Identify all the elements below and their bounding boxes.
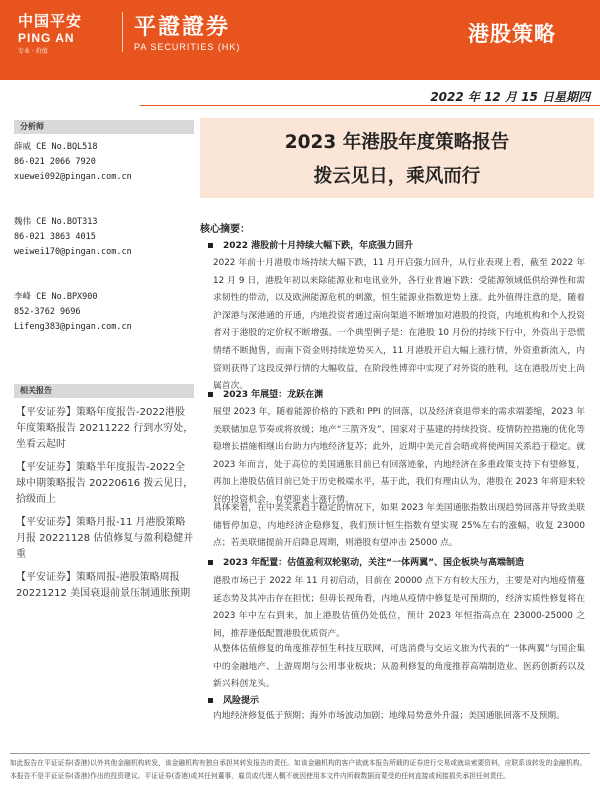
report-title: 2023 年港股年度策略报告 xyxy=(284,132,510,153)
logo-divider xyxy=(122,12,123,52)
section-heading-text: 风险提示 xyxy=(223,696,260,706)
analyst-phone: 86-021 2066 7920 xyxy=(14,157,96,167)
section-heading-text: 2022 港股前十月持续大幅下跌，年底强力回升 xyxy=(223,241,414,251)
report-header xyxy=(0,0,600,80)
section-paragraph: 内地经济修复低于预期；海外市场波动加剧；地缘局势意外升温；美国通胀回落不及预期。 xyxy=(213,711,565,721)
abstract-heading: 核心摘要： xyxy=(200,224,250,235)
analyst-name-ce: 魏伟 CE No.BOT313 xyxy=(14,217,98,227)
report-subtitle: 拨云见日，乘风而行 xyxy=(313,166,481,187)
section-heading xyxy=(208,693,259,706)
title-block xyxy=(200,118,594,198)
section-paragraph: 具体来看，在中美关系趋于稳定的情况下，如果 2023 年美国通胀指数出现趋势回落并导致美联储暂停加息，内地经济企稳修复，我们预计恒生指数有望实现 25%左右的涨幅，收复 23000 点；若美联储提前开启降息周期，则港股有望冲击 25000 点。 xyxy=(213,503,585,549)
pa-securities-logo xyxy=(134,10,240,52)
analyst-card xyxy=(14,215,194,260)
report-date: 2022 年 12 月 15 日星期四 xyxy=(140,88,600,106)
logo1-tagline: 专业 · 价值 xyxy=(18,48,48,55)
main-content xyxy=(200,118,594,198)
analyst-name-ce: 薛威 CE No.BQL518 xyxy=(14,142,98,152)
related-report-link[interactable]: 【平安证券】策略周报-港股策略周报 20221212 美国衰退前景压制通胀预期 xyxy=(16,572,191,599)
related-report-link[interactable]: 【平安证券】策略月报-11 月港股策略月报 20221128 估值修复与盈利稳健并重 xyxy=(16,517,194,560)
ping-an-logo xyxy=(18,10,113,55)
analyst-card xyxy=(14,140,194,185)
analyst-email[interactable]: weiwei170@pingan.com.cn xyxy=(14,247,132,257)
logo2-en-text: PA SECURITIES (HK) xyxy=(134,42,241,52)
logo1-cn-text: 中国平安 xyxy=(18,12,83,30)
analyst-name-ce: 李峰 CE No.BPX900 xyxy=(14,292,98,302)
analyst-email[interactable]: Lifeng383@pingan.com.cn xyxy=(14,322,132,332)
related-report-link[interactable]: 【平安证券】策略半年度报告-2022全球中期策略报告 20220616 拨云见日，拾级而上 xyxy=(16,462,194,505)
report-category: 港股策略 xyxy=(468,22,556,46)
section-heading-text: 2023 年展望：龙跃在渊 xyxy=(223,390,324,400)
bullet-square-icon xyxy=(208,392,213,397)
analyst-card xyxy=(14,290,194,335)
analyst-email[interactable]: xuewei092@pingan.com.cn xyxy=(14,172,132,182)
related-report-link[interactable]: 【平安证券】策略年度报告-2022港股年度策略报告 20211222 行到水穷处，坐看云起时 xyxy=(16,407,194,450)
section-paragraph: 从整体估值修复的角度推荐恒生科技互联网，可选消费与交运文旅为代表的“一体两翼”与国企集中的金融地产、上游周期与公用事业板块；从盈利修复的角度推荐高端制造业、医药创新药以及新兴科创龙头。 xyxy=(213,644,585,690)
section-paragraph: 展望 2023 年，随着能源价格的下跌和 PPI 的回落，以及经济衰退带来的需求端萎缩，2023 年美联储加息节奏或将放缓；地产“三箭齐发”、国家对于基建的持续投资、疫情防控措施的优化等稳增长措施相继出台助力内地经济复苏；此外，近期中美元首会晤或将使两国关系趋于稳定。就 2023 年而言，处于高位的美国通胀目前已有回落迹象，内地经济在多重政策支持下有望修复，再加上港股估值目前已处于历史极端水平，基于此，我们有理由认为，港股在 2023 年将迎来较好的投资机会，有望迎来上涨行情。 xyxy=(213,407,585,505)
left-sidebar xyxy=(14,120,194,740)
section-heading xyxy=(208,387,323,400)
section-paragraph: 2022 年前十月港股市场持续大幅下跌，11 月开启强力回升，从行业表现上看，截至 2022 年 12 月 9 日，港股年初以来除能源业和电讯业外，各行业普遍下跌：受能源领域低供给弹性和需求韧性的带动，以及欧洲能源危机的刺激，恒生能源业指数逆势上涨。此外值得注意的是，随着沪深港与深港通的开通，内地投资者通过南向渠道不断增加对港股的投资，内地机构和个人投资者对于港股的定价权不断增强。一个典型例子是：在港股 10 月份的持续下行中，外资出于恐慌情绪不断抛售，而南下资金则持续逆势买入，11 月港股开启大幅上涨行情，外资重新流入，内资则获得了这段反弹行情的大幅收益，在阶段性博弈中实现了对外资的胜利，这在港股历史上尚属首次。 xyxy=(213,258,585,392)
disclaimer-footer: 如此报告在平证证券(香港)以外其他金融机构转发，该金融机构有独自承担其转发报告的责任。如该金融机构的客户欲就本报告所载的证券进行交易或就谈索要资料，应联系该转发的金融机构。本报告不是平证证券(香港)作出的投资建议。平证证券(香港)或其任何董事、雇员或代理人概不就因使用本文件内所载数据而蒙受的任何直接或间接损失承担任何责任。 xyxy=(10,753,590,797)
section-paragraph: 港股市场已于 2022 年 11 月初启动，目前在 20000 点下方有较大压力，主要是对内地疫情蔓延态势及其冲击存在担忧；但毋长视角看，内地从疫情中修复是可预期的，经济实质性修复将在 2023 年中左右到来，加上港股估值仍处低位，预计 2023 年恒指高点在 23000-25000 之间，推荐逢低配置港股优质资产。 xyxy=(213,576,585,639)
section-heading xyxy=(208,555,524,568)
bullet-square-icon xyxy=(208,243,213,248)
related-reports xyxy=(14,384,194,602)
analyst-phone: 86-021 3863 4015 xyxy=(14,232,96,242)
related-reports-heading: 相关报告 xyxy=(14,384,194,398)
analysts-heading: 分析师 xyxy=(14,120,194,134)
logo1-en-text: PING AN xyxy=(18,31,75,45)
logo2-cn-text: 平證證券 xyxy=(134,15,231,40)
section-heading-text: 2023 年配置：估值盈利双轮驱动，关注“一体两翼”、国企板块与高端制造 xyxy=(223,558,525,568)
analyst-phone: 852-3762 9696 xyxy=(14,307,81,317)
bullet-square-icon xyxy=(208,698,213,703)
bullet-square-icon xyxy=(208,560,213,565)
section-heading xyxy=(208,238,413,251)
analyst-list xyxy=(14,140,194,335)
